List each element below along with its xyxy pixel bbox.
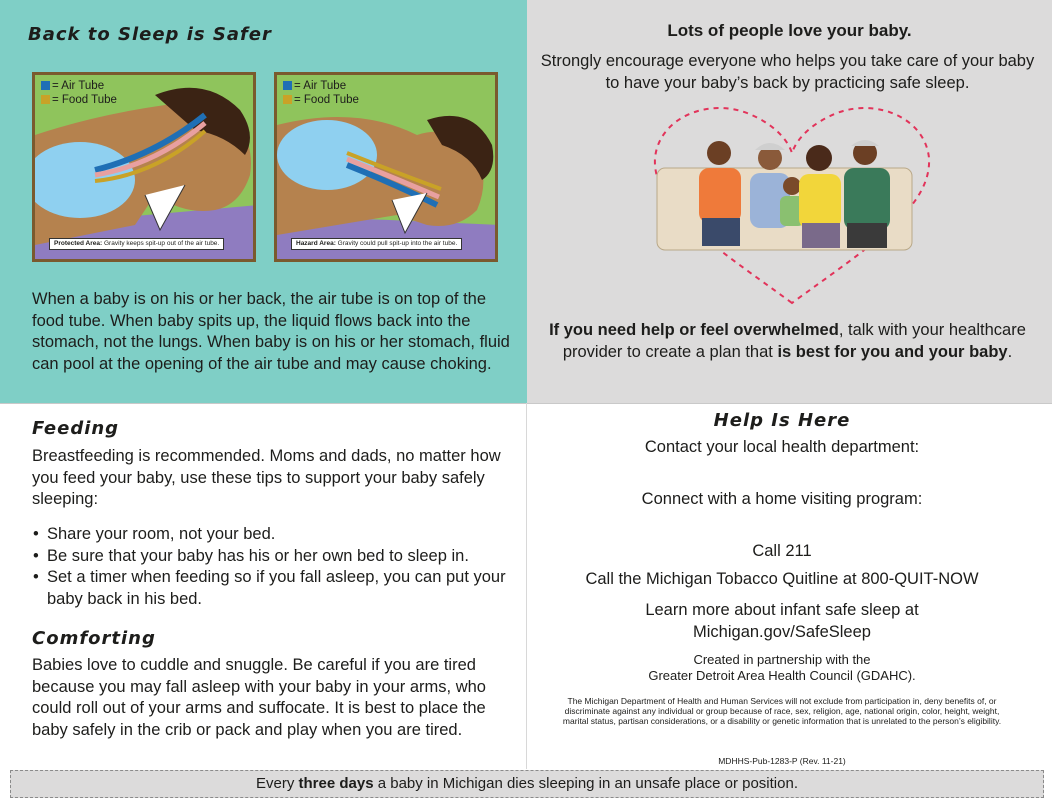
help-end: . — [1007, 342, 1013, 361]
call-211: Call 211 — [752, 542, 812, 560]
banner-post: a baby in Michigan dies sleeping in an unsafe place or position. — [373, 775, 798, 792]
food-tube-swatch — [283, 95, 292, 104]
love-title: Lots of people love your baby. — [667, 21, 912, 40]
banner-pre: Every — [255, 775, 299, 792]
protected-area-caption — [49, 238, 224, 250]
help-title: Help Is Here — [713, 410, 851, 431]
publication-number: MDHHS-Pub-1283-P (Rev. 11-21) — [718, 756, 846, 766]
feeding-tips-list — [32, 524, 517, 610]
caption-bold: Protected Area: — [54, 240, 103, 247]
comforting-text: Babies love to cuddle and snuggle. Be careful if you are tired because you may fall asleep with your baby in your arms, who could roll out of your arms and suffocate. It is best to place the baby safely in the crib or pack and play when you are tired. — [32, 656, 486, 739]
safety-paragraph: When a baby is on his or her back, the air tube is on top of the food tube. When baby spits up, the liquid flows back into the stomach, not the lungs. When baby is on his or her stomach, fluid can pool at the opening of the air tube and may cause choking. — [32, 290, 510, 373]
caption-bold: Hazard Area: — [296, 240, 336, 247]
safe-sleep-link[interactable]: Michigan.gov/SafeSleep — [693, 623, 871, 641]
feeding-title: Feeding — [32, 418, 120, 439]
legend-air-tube: = Air Tube — [52, 80, 105, 92]
caption-text: Gravity keeps spit-up out of the air tube. — [102, 240, 220, 247]
learn-more: Learn more about infant safe sleep at — [645, 601, 919, 619]
food-tube-swatch — [41, 95, 50, 104]
help-overwhelmed-text — [545, 320, 1030, 363]
caption-text: Gravity could pull spit-up into the air tube. — [335, 240, 458, 247]
back-sleeping-illustration — [32, 72, 256, 262]
feeding-comforting-panel — [0, 403, 527, 769]
safety-title: Back to Sleep is Safer — [28, 24, 272, 45]
partnership-line-1: Created in partnership with the — [693, 652, 871, 667]
partnership-line-2: Greater Detroit Area Health Council (GDAHC). — [648, 668, 916, 683]
home-visiting: Connect with a home visiting program: — [641, 490, 923, 508]
legend — [283, 79, 359, 107]
legend-food-tube: = Food Tube — [294, 94, 359, 106]
love-text: Strongly encourage everyone who helps you take care of your baby to have your baby’s back by practicing safe sleep. — [540, 52, 1035, 92]
help-bold: If you need help or feel overwhelmed — [549, 321, 839, 339]
legend-air-tube: = Air Tube — [294, 80, 347, 92]
contact-health-dept: Contact your local health department: — [644, 438, 920, 456]
comforting-title: Comforting — [32, 628, 156, 649]
list-item: • Be sure that your baby has his or her own bed to sleep in. — [32, 546, 517, 568]
legend-food-tube: = Food Tube — [52, 94, 117, 106]
feeding-intro: Breastfeeding is recommended. Moms and dads, no matter how you feed your baby, use these tips to support your baby safely sleeping: — [32, 447, 501, 508]
hazard-area-caption — [291, 238, 462, 250]
list-item: • Share your room, not your bed. — [32, 524, 517, 546]
help-panel — [527, 403, 1052, 769]
safety-panel — [0, 0, 527, 403]
legend — [41, 79, 117, 107]
stomach-sleeping-illustration — [274, 72, 498, 262]
air-tube-swatch — [283, 81, 292, 90]
family-heart-illustration — [647, 98, 937, 308]
statistic-banner — [10, 770, 1044, 798]
help-text: , talk with your healthcare provider to create a plan that — [562, 321, 1026, 361]
air-tube-swatch — [41, 81, 50, 90]
banner-bold: three days — [298, 775, 374, 792]
help-bold-2: is best for you and your baby — [777, 342, 1008, 361]
nondiscrimination-disclaimer: The Michigan Department of Health and Human Services will not exclude from participation in, deny benefits of, or discriminate against any individual or group because of race, sex, religion, age, national origin, color, height, weight, marital status, partisan considerations, or a disability or genetic information that is unrelated to the person’s eligibility. — [562, 696, 1002, 726]
love-panel — [527, 0, 1052, 403]
list-item: • Set a timer when feeding so if you fall asleep, you can put your baby back in his bed. — [32, 567, 517, 610]
tobacco-quitline: Call the Michigan Tobacco Quitline at 800-QUIT-NOW — [585, 570, 979, 588]
